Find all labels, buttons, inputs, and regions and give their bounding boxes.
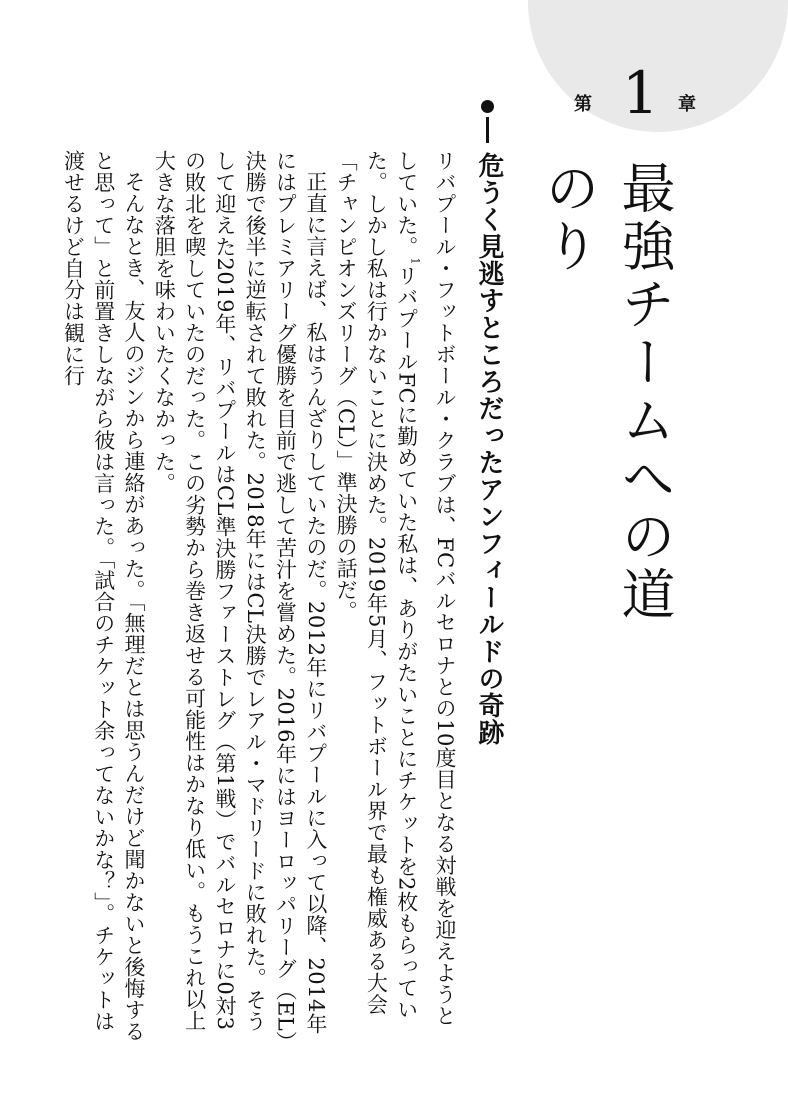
section-bullet-icon [481,100,494,113]
chapter-number: 1 [622,59,659,127]
section-heading: 危うく見逃すところだったアンフィールドの奇跡 [474,152,504,746]
body-text [61,150,460,1045]
chapter-title: 最強チームへの道のり [537,160,676,624]
body-paragraph-1-rest: リバプールFCに勤めていた私は、ありがたいことにチケットを2枚もらっていた。しかし私は行かないことに決めた。2019年5月、フットボール界で最も権威ある大会「チャンピオンズリーグ（CL）」準決勝の話だ。 [334,150,419,1020]
body-paragraph-3: そんなとき、友人のジンから連絡があった。「無理だとは思うんだけど聞かないと後悔すると思って」と前置きしながら彼は言った。「試合のチケット余ってないかな？」。チケットは渡せるけど自分は観に行 [61,150,147,1042]
body-paragraph-2: 正直に言えば、私はうんざりしていたのだ。2012年にリバプールに入って以降、2014年にはプレミアリーグ優勝を目前で逃して苦汁を嘗めた。2016年にはヨーロッパリーグ（EL）決勝で後半に逆転されて敗れた。2018年にはCL決勝でレアル・マドリードに敗れた。そうして迎えた2019年、リバプールはCL準決勝ファーストレグ（第1戦）でバルセロナに0対3の敗北を喫していたのだった。この劣勢から巻き返せる可能性はかなり低い。もうこれ以上大きな落胆を味わいたくなかった。 [152,150,328,1043]
body-paragraph-1 [331,150,460,1045]
chapter-label [560,59,720,130]
section-rule [486,117,489,143]
footnote-marker: 1 [408,257,422,265]
chapter-prefix: 第 [574,94,592,115]
body-paragraph-1-text: リバプール・フットボール・クラブは、FCバルセロナとの10度目となる対戦を迎えようとしていた。 [394,150,457,1027]
chapter-suffix: 章 [678,94,696,115]
